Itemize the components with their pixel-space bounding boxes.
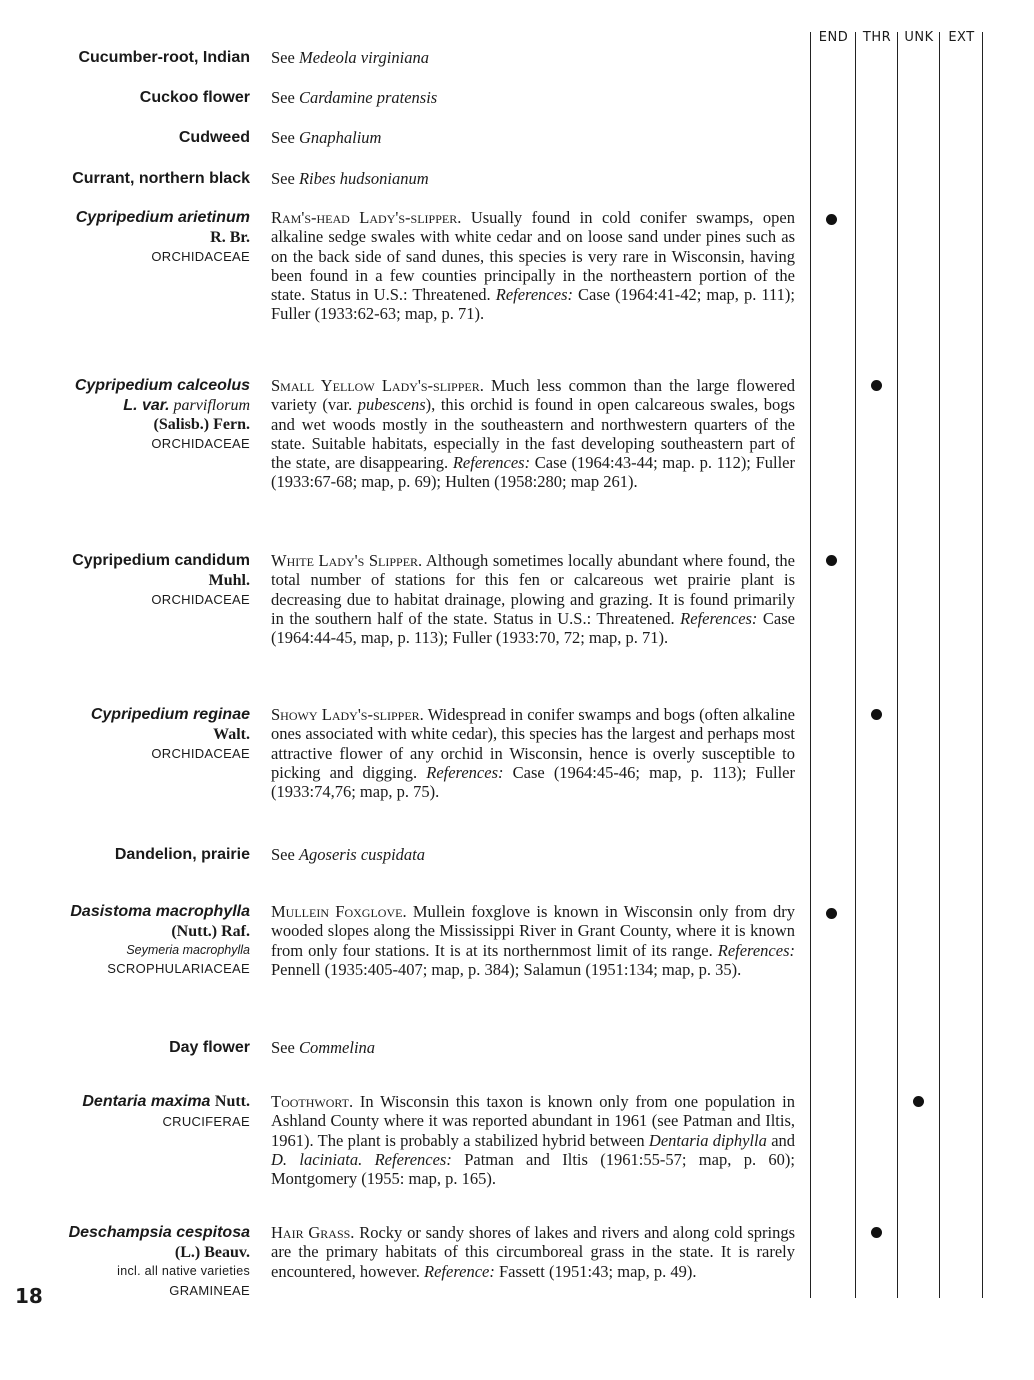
entry-name: Dandelion, prairie xyxy=(114,846,250,863)
entry-see-reference: See Medeola virginiana xyxy=(271,48,429,67)
column-divider xyxy=(939,32,940,1298)
species-name: Cypripedium calceolus xyxy=(74,377,250,394)
status-dot-thr xyxy=(871,380,882,391)
species-description: Toothwort. In Wisconsin this taxon is known only from one population in Ashland County where it was reported abundant in 1961 (see Patman and Iltis, 1961). The plant is probably a stabilized hybrid between Dentaria diphylla and D. laciniata. References: Patman and Iltis (1961:55-57; map, p. 60); Montgomery (1955: map, p. 165). xyxy=(271,1092,796,1189)
species-author: Walt. xyxy=(213,726,250,743)
species-name: Deschampsia cespitosa xyxy=(68,1224,250,1241)
species-synonym: incl. all native varieties xyxy=(117,1264,250,1278)
common-name: Ram's-head Lady's-slipper. xyxy=(271,208,462,227)
species-description: White Lady's Slipper. Although sometimes locally abundant where found, the total number of stations for this fen or calcareous wet prairie plant is decreasing due to habitat drainage, plowing and grazing. It is found primarily in the southern half of the state. Status in U.S.: Threatened. References: Case (1964:44-45, map, p. 113); Fuller (1933:70, 72; map, p. 71). xyxy=(271,551,795,648)
entry-name: Currant, northern black xyxy=(72,170,250,187)
species-description: Hair Grass. Rocky or sandy shores of lakes and rivers and along cold springs are the primary habitats of this circumboreal grass in the state. It is rarely encountered, however. Reference: Fassett (1951:43; map, p. 49). xyxy=(271,1223,796,1281)
entry-see-reference: See Gnaphalium xyxy=(271,128,382,147)
species-family: ORCHIDACEAE xyxy=(151,436,250,451)
entry-see-reference: See Ribes hudsonianum xyxy=(271,169,429,188)
species-family: ORCHIDACEAE xyxy=(151,592,250,607)
column-header-ext: EXT xyxy=(948,30,975,45)
species-author: R. Br. xyxy=(210,229,250,246)
column-divider xyxy=(982,32,983,1298)
species-description: Showy Lady's-slipper. Widespread in conifer swamps and bogs (often alkaline ones associated with white cedar), this species has the largest and perhaps most attractive flower of any orchid in Wisconsin, hence is overly susceptible to picking and digging. References: Case (1964:45-46; map, p. 113); Fuller (1933:74,76; map, p. 75). xyxy=(271,705,795,802)
species-author: Muhl. xyxy=(208,572,250,589)
status-dot-thr xyxy=(871,709,882,720)
species-author-2: (Salisb.) Fern. xyxy=(153,416,250,433)
species-author: (Nutt.) Raf. xyxy=(171,923,250,940)
entry-see-reference: See Commelina xyxy=(271,1038,376,1057)
entry-name: Cucumber-root, Indian xyxy=(78,49,250,66)
page-number: 18 xyxy=(15,1284,43,1308)
common-name: Mullein Foxglove. xyxy=(271,902,407,921)
entry-name: Cuckoo flower xyxy=(139,89,250,106)
species-family: CRUCIFERAE xyxy=(162,1114,250,1129)
species-synonym: Seymeria macrophylla xyxy=(126,943,250,957)
column-divider xyxy=(810,32,811,1298)
common-name: White Lady's Slipper. xyxy=(271,551,423,570)
entry-name: Cudweed xyxy=(178,129,250,146)
entry-see-reference: See Cardamine pratensis xyxy=(271,88,438,107)
species-name: Dentaria maxima xyxy=(82,1093,211,1110)
species-name: Cypripedium reginae xyxy=(90,706,250,723)
common-name: Toothwort. xyxy=(271,1092,354,1111)
species-author: L. var. parviflorum xyxy=(123,397,250,414)
species-name-line xyxy=(20,1092,250,1112)
common-name: Showy Lady's-slipper. xyxy=(271,705,424,724)
column-header-end: END xyxy=(818,30,849,45)
species-family: ORCHIDACEAE xyxy=(151,746,250,761)
column-divider xyxy=(897,32,898,1298)
species-family: GRAMINEAE xyxy=(169,1283,250,1298)
status-dot-end xyxy=(826,214,837,225)
entry-name: Day flower xyxy=(169,1039,250,1056)
entry-see-reference: See Agoseris cuspidata xyxy=(271,845,425,864)
species-name: Cypripedium candidum xyxy=(72,552,250,569)
species-description: Mullein Foxglove. Mullein foxglove is known in Wisconsin only from dry wooded slopes along the Mississippi River in Grant County, where it is known from only four stations. It is at its northernmost limit of its range. References: Pennell (1935:405-407; map, p. 384); Salamun (1951:134; map, p. 35). xyxy=(271,902,795,979)
species-name: Cypripedium arietinum xyxy=(75,209,250,226)
status-dot-end xyxy=(826,555,837,566)
common-name: Small Yellow Lady's-slipper. xyxy=(271,376,484,395)
status-dot-unk xyxy=(913,1096,924,1107)
column-header-thr: THR xyxy=(862,30,892,45)
status-dot-end xyxy=(826,908,837,919)
status-dot-thr xyxy=(871,1227,882,1238)
species-description: Small Yellow Lady's-slipper. Much less common than the large flowered variety (var. pubescens), this orchid is found in open calcareous swales, bogs and wet woods mostly in the southeastern and northwestern quarters of the state. Suitable habitats, especially in the fast developing southeastern part of the state, are disappearing. References: Case (1964:43-44; map. p. 112); Fuller (1933:67-68; map, p. 69); Hulten (1958:280; map 261). xyxy=(271,376,796,492)
column-header-unk: UNK xyxy=(904,30,934,45)
species-author: Nutt. xyxy=(214,1093,250,1110)
column-divider xyxy=(855,32,856,1298)
species-description: Ram's-head Lady's-slipper. Usually found in cold conifer swamps, open alkaline sedge swales with white cedar and on loose sand under pines such as on the back side of sand dunes, this species is very rare in Wisconsin, having been found in a few counties principally in the northeastern portion of the state. Status in U.S.: Threatened. References: Case (1964:41-42; map, p. 111); Fuller (1933:62-63; map, p. 71). xyxy=(271,208,795,324)
common-name: Hair Grass. xyxy=(271,1223,355,1242)
species-family: SCROPHULARIACEAE xyxy=(107,961,250,976)
species-name: Dasistoma macrophylla xyxy=(70,903,250,920)
species-author: (L.) Beauv. xyxy=(174,1244,250,1261)
species-family: ORCHIDACEAE xyxy=(151,249,250,264)
